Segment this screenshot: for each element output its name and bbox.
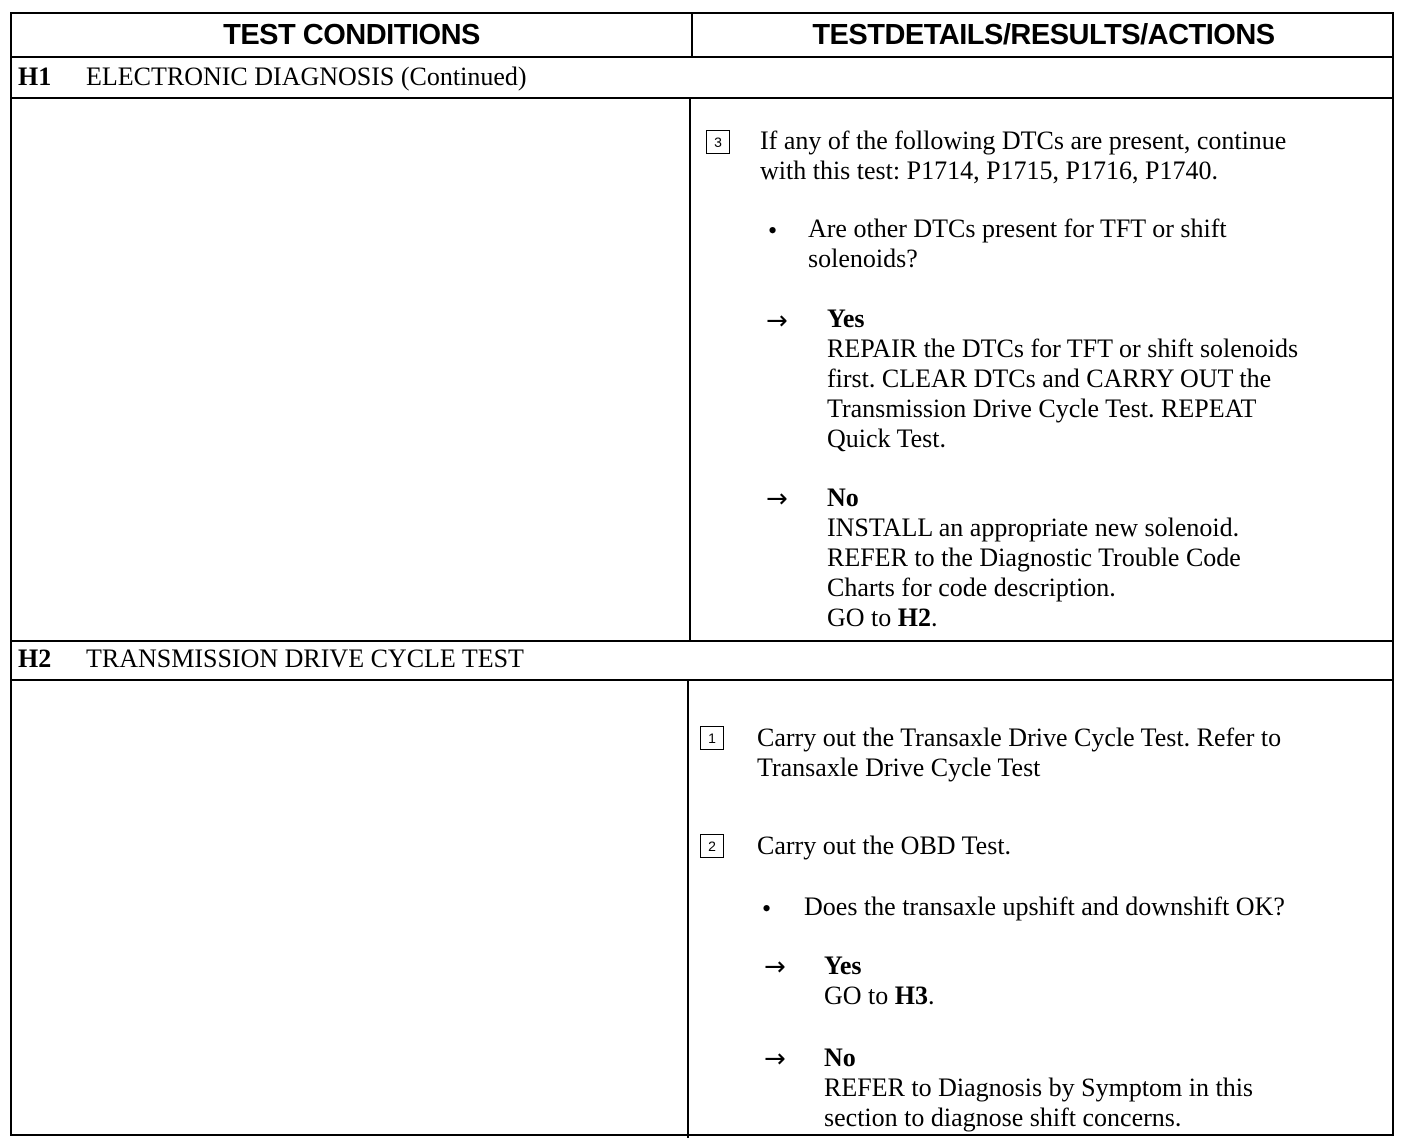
goto-prefix: GO to bbox=[827, 603, 898, 632]
arrow-right-icon: → bbox=[764, 1044, 786, 1074]
h2-no-label: No bbox=[824, 1043, 856, 1072]
goto-suffix: . bbox=[931, 603, 938, 632]
h1-no-line-1: INSTALL an appropriate new solenoid. bbox=[827, 513, 1240, 542]
section-h2-rule bbox=[12, 679, 1392, 681]
h1-question-line-1: Are other DTCs present for TFT or shift bbox=[808, 214, 1227, 243]
h1-yes-line-4: Quick Test. bbox=[827, 424, 947, 453]
section-h2-divider bbox=[687, 679, 689, 1138]
section-h2-title bbox=[18, 644, 524, 674]
h1-no-label: No bbox=[827, 483, 859, 512]
goto-prefix: GO to bbox=[824, 981, 895, 1010]
h1-yes-label: Yes bbox=[827, 304, 865, 333]
header-rule bbox=[12, 56, 1392, 58]
header-test-conditions: TEST CONDITIONS bbox=[223, 18, 480, 51]
goto-suffix: . bbox=[928, 981, 935, 1010]
h1-yes-line-1: REPAIR the DTCs for TFT or shift solenoids bbox=[827, 334, 1299, 363]
header-test-details: TESTDETAILS/RESULTS/ACTIONS bbox=[812, 18, 1275, 51]
h1-question bbox=[808, 214, 1227, 274]
section-h1-divider bbox=[689, 97, 691, 640]
h1-no-result bbox=[827, 483, 1241, 633]
step-2-box: 2 bbox=[700, 834, 724, 858]
section-h1-title bbox=[18, 62, 527, 92]
step-1-text bbox=[757, 723, 1281, 783]
h2-no-line-2: section to diagnose shift concerns. bbox=[824, 1103, 1182, 1132]
step-3-line-1: If any of the following DTCs are present, continue bbox=[760, 126, 1287, 155]
step-3-line-2: with this test: P1714, P1715, P1716, P1740. bbox=[760, 156, 1218, 185]
arrow-right-icon: → bbox=[766, 306, 788, 336]
section-h2-label: TRANSMISSION DRIVE CYCLE TEST bbox=[86, 644, 524, 673]
step-1-line-1: Carry out the Transaxle Drive Cycle Test. Refer to bbox=[757, 723, 1282, 752]
arrow-right-icon: → bbox=[766, 484, 788, 514]
h1-question-line-2: solenoids? bbox=[808, 244, 918, 273]
goto-target-h3: H3 bbox=[894, 981, 929, 1010]
h2-yes-label: Yes bbox=[824, 951, 862, 980]
bullet-icon: • bbox=[762, 894, 772, 923]
section-h1-number: H1 bbox=[18, 62, 52, 91]
h1-no-line-2: REFER to the Diagnostic Trouble Code bbox=[827, 543, 1241, 572]
h2-yes-goto bbox=[824, 981, 935, 1011]
h1-no-goto bbox=[827, 603, 1241, 633]
h1-no-line-3: Charts for code description. bbox=[827, 573, 1116, 602]
h2-no-line-1: REFER to Diagnosis by Symptom in this bbox=[824, 1073, 1254, 1102]
arrow-right-icon: → bbox=[764, 952, 786, 982]
h2-question: Does the transaxle upshift and downshift OK? bbox=[804, 892, 1285, 921]
bullet-icon: • bbox=[768, 216, 778, 245]
step-1-line-2: Transaxle Drive Cycle Test bbox=[757, 753, 1041, 782]
header-divider bbox=[691, 14, 693, 56]
h2-yes-result bbox=[824, 951, 935, 1011]
step-1-box: 1 bbox=[700, 726, 724, 750]
h2-no-result bbox=[824, 1043, 1253, 1133]
h1-yes-result bbox=[827, 304, 1298, 454]
section-h1-label: ELECTRONIC DIAGNOSIS (Continued) bbox=[86, 62, 527, 91]
section-h2-number: H2 bbox=[18, 644, 52, 673]
goto-target-h2: H2 bbox=[897, 603, 932, 632]
section-h2-top-rule bbox=[12, 640, 1392, 642]
step-2-text: Carry out the OBD Test. bbox=[757, 831, 1012, 860]
step-3-box: 3 bbox=[706, 130, 730, 154]
diagnostic-table bbox=[10, 12, 1394, 1136]
section-h1-rule bbox=[12, 97, 1392, 99]
h1-yes-line-2: first. CLEAR DTCs and CARRY OUT the bbox=[827, 364, 1272, 393]
step-3-text bbox=[760, 126, 1286, 186]
h1-yes-line-3: Transmission Drive Cycle Test. REPEAT bbox=[827, 394, 1257, 423]
